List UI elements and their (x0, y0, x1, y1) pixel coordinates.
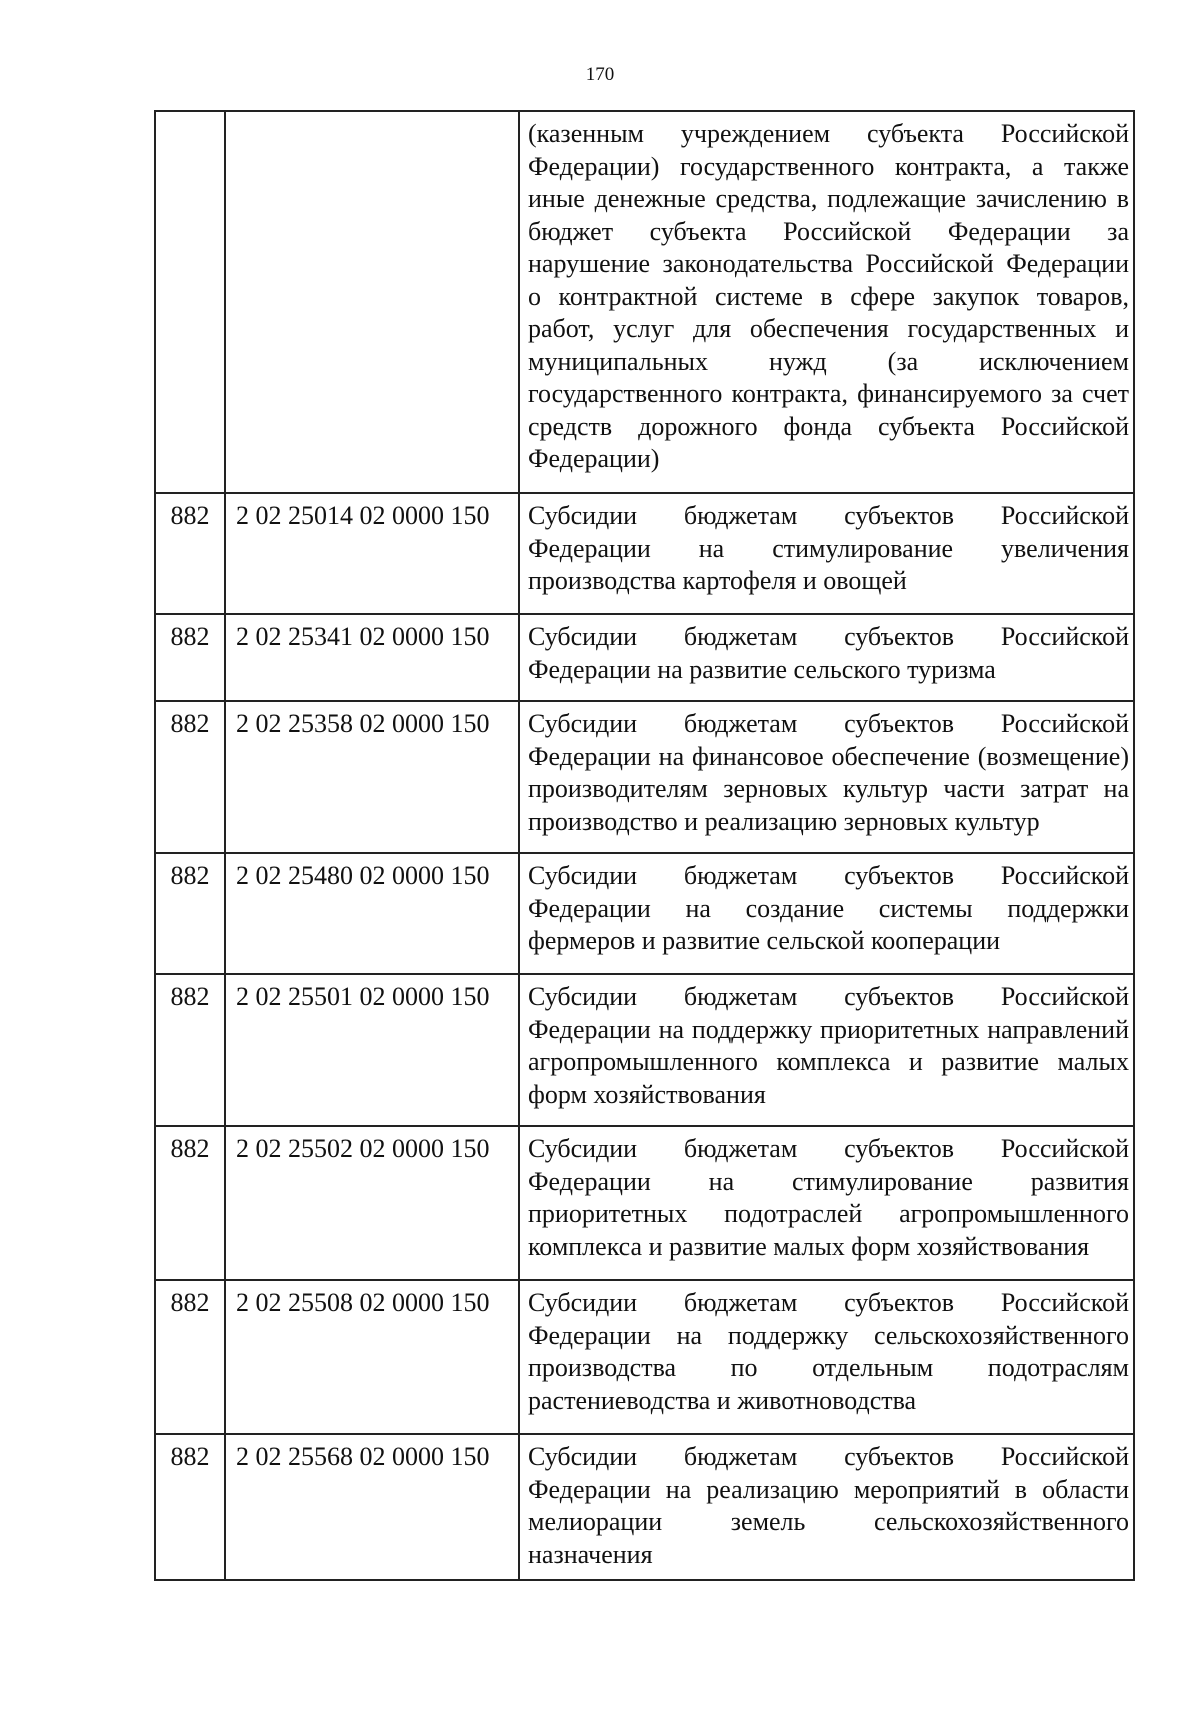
table-row (155, 111, 1134, 493)
admin-code-cell: 882 (155, 493, 225, 614)
revenue-name-cell (519, 1434, 1134, 1580)
table-row (155, 974, 1134, 1126)
page-number: 170 (585, 64, 615, 85)
table-row (155, 1280, 1134, 1434)
budget-code-cell: 2 02 25568 02 0000 150 (225, 1434, 519, 1580)
budget-code-cell: 2 02 25358 02 0000 150 (225, 701, 519, 853)
revenue-name-cell (519, 111, 1134, 493)
revenue-name-text: Субсидии бюджетам субъектов Российской Федерации на стимулирование увеличения производства картофеля и овощей (528, 501, 1129, 595)
budget-code-cell (225, 111, 519, 493)
admin-code-cell: 882 (155, 1126, 225, 1280)
admin-code-cell: 882 (155, 701, 225, 853)
revenue-name-text: Субсидии бюджетам субъектов Российской Федерации на поддержку приоритетных направлений агропромышленного комплекса и развитие малых форм хозяйствования (528, 982, 1129, 1109)
revenue-name-text: Субсидии бюджетам субъектов Российской Федерации на реализацию мероприятий в области мелиорации земель сельскохозяйственного назначения (528, 1442, 1129, 1569)
budget-code-cell: 2 02 25508 02 0000 150 (225, 1280, 519, 1434)
table-row (155, 701, 1134, 853)
revenue-name-cell (519, 493, 1134, 614)
admin-code-cell: 882 (155, 614, 225, 701)
table-row (155, 1126, 1134, 1280)
budget-code-cell: 2 02 25341 02 0000 150 (225, 614, 519, 701)
revenue-name-text: Субсидии бюджетам субъектов Российской Федерации на поддержку сельскохозяйственного производства по отдельным подотраслям растениеводства и животноводства (528, 1288, 1129, 1415)
table-row (155, 493, 1134, 614)
revenue-name-text: (казенным учреждением субъекта Российской Федерации) государственного контракта, а также иные денежные средства, подлежащие зачислению в бюджет субъекта Российской Федерации за нарушение законодательства Российской Федерации о контрактной системе в сфере закупок товаров, работ, услуг для обеспечения государственных и муниципальных нужд (за исключением государственного контракта, финансируемого за счет средств дорожного фонда субъекта Российской Федерации) (528, 119, 1129, 473)
revenue-name-cell (519, 1126, 1134, 1280)
revenue-name-text: Субсидии бюджетам субъектов Российской Федерации на создание системы поддержки фермеров и развитие сельской кооперации (528, 861, 1129, 955)
admin-code-cell: 882 (155, 1434, 225, 1580)
revenue-name-cell (519, 974, 1134, 1126)
revenue-name-cell (519, 701, 1134, 853)
revenue-name-text: Субсидии бюджетам субъектов Российской Федерации на развитие сельского туризма (528, 622, 1129, 684)
budget-code-cell: 2 02 25502 02 0000 150 (225, 1126, 519, 1280)
budget-codes-table (154, 110, 1135, 1581)
admin-code-cell (155, 111, 225, 493)
admin-code-cell: 882 (155, 1280, 225, 1434)
revenue-name-cell (519, 853, 1134, 974)
revenue-name-cell (519, 614, 1134, 701)
budget-code-cell: 2 02 25014 02 0000 150 (225, 493, 519, 614)
budget-code-cell: 2 02 25480 02 0000 150 (225, 853, 519, 974)
revenue-name-text: Субсидии бюджетам субъектов Российской Федерации на финансовое обеспечение (возмещение) производителям зерновых культур части затрат на производство и реализацию зерновых культур (528, 709, 1129, 836)
table-row (155, 853, 1134, 974)
budget-code-cell: 2 02 25501 02 0000 150 (225, 974, 519, 1126)
admin-code-cell: 882 (155, 974, 225, 1126)
revenue-name-cell (519, 1280, 1134, 1434)
admin-code-cell: 882 (155, 853, 225, 974)
revenue-name-text: Субсидии бюджетам субъектов Российской Федерации на стимулирование развития приоритетных подотраслей агропромышленного комплекса и развитие малых форм хозяйствования (528, 1134, 1129, 1261)
table-row (155, 1434, 1134, 1580)
table-row (155, 614, 1134, 701)
